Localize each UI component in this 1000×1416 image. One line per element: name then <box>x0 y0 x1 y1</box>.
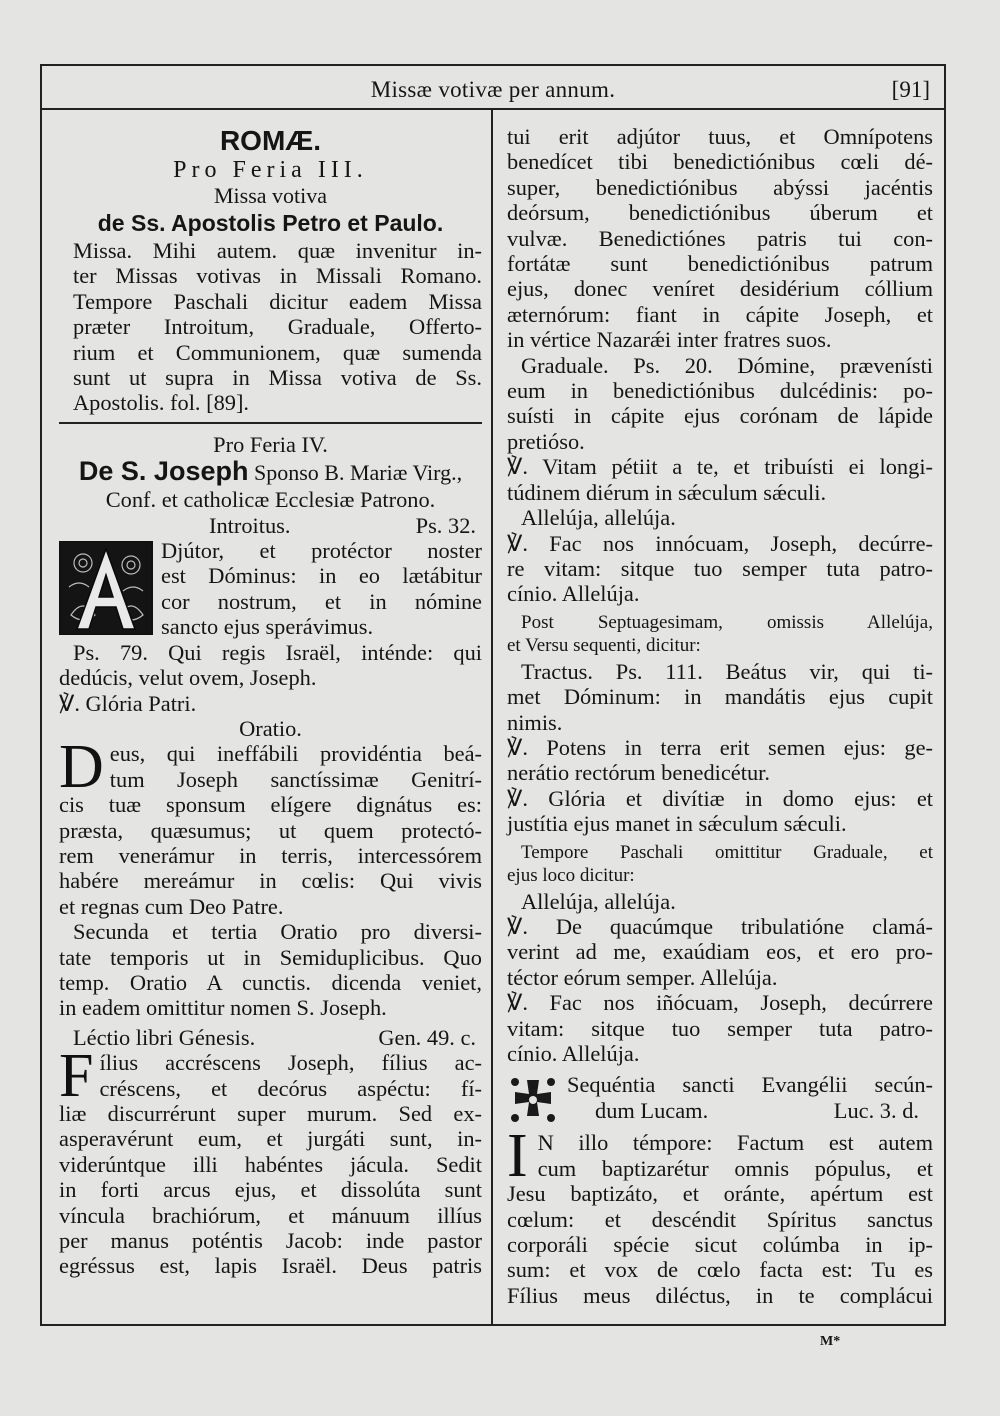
versicle-line: ℣. Fac nos innócuam, Joseph, decúrre- <box>507 530 933 556</box>
rubric-line: ter Missas votivas in Missali Romano. <box>73 263 482 289</box>
evangelium-line: Fílius meus diléctus, in te complácui <box>507 1282 933 1308</box>
introit-line: est Dóminus: in eo lætábitur <box>161 563 482 589</box>
lectio-line: super, benedictiónibus abýssi jacéntis <box>507 174 933 200</box>
rubric-line: Apostolis. fol. [89]. <box>73 390 250 416</box>
lectio-line: ejus, donec veníret desidérium cóllium <box>507 276 933 302</box>
pro-feria-iii-heading: Pro Feria III. <box>173 157 368 183</box>
evangelium-line: cum baptizarétur omnis pópulus, et <box>537 1155 933 1181</box>
oratio-line: rem venerámur in terris, intercessórem <box>59 842 482 868</box>
joseph-subtitle: Conf. et catholicæ Ecclesiæ Patrono. <box>105 487 436 513</box>
lectio-line: æternórum: fiant in cápite Joseph, et <box>507 301 933 327</box>
alleluia-line: Allelúja, allelúja. <box>521 505 676 531</box>
introit-block <box>59 538 482 640</box>
rubric-line: temp. Oratio A cunctis. dicenda veniet, <box>59 969 482 995</box>
running-title: Missæ votivæ per annum. <box>370 77 616 102</box>
evangelium-line: sum: et vox de cœlo facta est: Tu es <box>507 1257 933 1283</box>
graduale-line: eum in benedictiónibus dulcédinis: po- <box>507 378 933 404</box>
lectio-line: egréssus est, lapis Israël. Deus patris <box>59 1253 482 1279</box>
tractus-line: Tractus. Ps. 111. Beátus vir, qui ti- <box>521 658 933 684</box>
right-column <box>507 124 933 1308</box>
rubric-line: et Versu sequenti, dicitur: <box>507 634 701 656</box>
sequentia-ref: Luc. 3. d. <box>833 1097 919 1123</box>
rubric-missa-mihi-autem <box>59 238 482 416</box>
versicle-de-quacumque <box>507 914 933 990</box>
versicle-potens <box>507 735 933 786</box>
romae-heading: ROMÆ. <box>219 125 322 156</box>
psalm-79-line: dedúcis, velut ovem, Joseph. <box>59 665 317 691</box>
lectio-line: per manus poténtis Jacob: inde pastor <box>59 1228 482 1254</box>
page-number: [91] <box>891 77 930 102</box>
versicle-line: ℣. De quacúmque tribulatióne clamá- <box>507 913 933 939</box>
graduale-line: pretióso. <box>507 428 585 454</box>
versicle-line: ℣. Potens in terra erit semen ejus: ge- <box>507 734 933 760</box>
versicle-line: ℣. Glória et divítiæ in domo ejus: et <box>507 785 933 811</box>
versicle-line: ℣. Fac nos iñócuam, Joseph, decúrrere <box>507 990 933 1016</box>
lectio-line: vulvæ. Benedictiónes patris tui con- <box>507 225 933 251</box>
oratio-line: et regnas cum Deo Patre. <box>59 893 284 919</box>
rubric-line: Tempore Paschali omittitur Graduale, et <box>521 841 933 863</box>
joseph-title-rest: Sponso B. Mariæ Virg., <box>248 460 463 486</box>
versicle-fac-nos <box>507 531 933 607</box>
rubric-secunda-oratio <box>59 919 482 1021</box>
sequentia-line-2 <box>567 1098 933 1123</box>
oratio-line: tum Joseph sanctíssimæ Genitrí- <box>109 766 482 792</box>
apostolis-title: de Ss. Apostolis Petro et Paulo. <box>97 210 444 236</box>
versicle-line: ℣. Vitam pétiit a te, et tribuísti ei longi- <box>507 454 933 480</box>
versicle-line: verint ad me, exaúdiam eos, et ero pro- <box>507 939 933 965</box>
versicle-line: justítia ejus manet in sǽculum sǽculi. <box>507 811 847 837</box>
sequentia-heading <box>507 1072 933 1126</box>
introit-line: cor nostrum, et in nómine <box>161 588 482 614</box>
oratio-drop-cap: D <box>59 733 104 802</box>
rubric-line: tate temporis ut in Semiduplicibus. Quo <box>59 944 482 970</box>
lectio-block <box>59 1042 482 1279</box>
versicle-line: cínio. Allelúja. <box>507 581 640 607</box>
introit-line: Djútor, et protéctor noster <box>161 538 482 564</box>
running-header <box>42 66 944 110</box>
rubric-line: in eadem omittitur nomen S. Joseph. <box>59 995 387 1021</box>
alleluia-line: Allelúja, allelúja. <box>521 888 676 914</box>
evangelium-line: cœlum: et descéndit Spíritus sanctus <box>507 1206 933 1232</box>
rubric-line: præter Introitum, Graduale, Offerto- <box>73 314 482 340</box>
rubric-line: Secunda et tertia Oratio pro diversi- <box>73 919 482 945</box>
signature-mark: M* <box>820 1334 841 1349</box>
graduale-line: Graduale. Ps. 20. Dómine, prævenísti <box>521 352 933 378</box>
introitus-label: Introitus. <box>209 512 291 538</box>
lectio-line: viderúntque illi habéntes jácula. Sedit <box>59 1151 482 1177</box>
sequentia-gospel: dum Lucam. <box>595 1097 709 1123</box>
cross-ornament-icon <box>507 1074 559 1126</box>
left-column <box>59 124 482 1279</box>
lectio-line: tui erit adjútor tuus, et Omnípotens <box>507 124 933 149</box>
lectio-line: in vértice Nazarǽi inter fratres suos. <box>507 327 832 353</box>
sequentia-line: Sequéntia sancti Evangélii secún- <box>567 1072 933 1098</box>
lectio-line: créscens, et decórus aspéctu: fí- <box>99 1075 482 1101</box>
versicle-gloria-divitiae <box>507 786 933 837</box>
introit-line: sancto ejus sperávimus. <box>161 614 374 640</box>
versicle-fac-nos-2 <box>507 990 933 1066</box>
rubric-line: Post Septuagesimam, omissis Allelúja, <box>521 611 933 633</box>
oratio-line: habére mereámur in cœlis: Qui vivis <box>59 868 482 894</box>
graduale-block <box>507 353 933 455</box>
tractus-line: met Dóminum: in mandátis ejus cupit <box>507 684 933 710</box>
lectio-line: fortátæ sunt benedictiónibus patrum <box>507 251 933 277</box>
versicle-vitam <box>507 454 933 505</box>
ornate-initial-A-icon <box>59 541 153 635</box>
introitus-ref: Ps. 32. <box>415 512 476 538</box>
lectio-line: asperavérunt eum, et jurgáti sunt, in- <box>59 1126 482 1152</box>
rubric-post-septuagesimam <box>507 611 933 657</box>
graduale-line: suísti in cápite ejus corónam de lápide <box>507 403 933 429</box>
lectio-line: deórsum, benedictiónibus úberum et <box>507 200 933 226</box>
oratio-line: cis tuæ sponsum elígere dignátus es: <box>59 792 482 818</box>
oratio-label: Oratio. <box>239 715 302 741</box>
oratio-line: præsta, quæsumus; ut quem protectó- <box>59 817 482 843</box>
rubric-line: Missa. Mihi autem. quæ invenitur in- <box>73 238 482 263</box>
lectio-line: ílius accréscens Joseph, fílius ac- <box>99 1050 482 1076</box>
rubric-line: Tempore Paschali dicitur eadem Missa <box>73 288 482 314</box>
rubric-line: rium et Communionem, quæ sumenda <box>73 339 482 365</box>
oratio-block <box>59 733 482 919</box>
rubric-line: sunt ut supra in Missa votiva de Ss. <box>73 365 482 391</box>
lectio-line: víncula brachiórum, et mánuum illíus <box>59 1202 482 1228</box>
tractus-block <box>507 659 933 735</box>
section-divider <box>59 422 482 424</box>
tractus-line: nimis. <box>507 709 563 735</box>
versicle-line: túdinem diérum in sǽculum sǽculi. <box>507 479 827 505</box>
pro-feria-iv-heading: Pro Feria IV. <box>213 431 328 457</box>
versicle-line: vitam: sitque tuo semper tuta patro- <box>507 1015 933 1041</box>
lectio-continuation <box>507 124 933 353</box>
rubric-line: ejus loco dicitur: <box>507 864 635 886</box>
oratio-line: eus, qui ineffábili providéntia beá- <box>109 741 482 767</box>
missa-votiva-label: Missa votiva <box>213 183 328 208</box>
lectio-line: in forti arcus ejus, et dissolúta sunt <box>59 1177 482 1203</box>
lectio-label: Léctio libri Génesis. <box>73 1024 256 1050</box>
page-frame <box>40 64 946 1326</box>
joseph-title-main: De S. Joseph <box>78 456 249 487</box>
evangelium-line: corporáli spécie sicut colúmba in ip- <box>507 1232 933 1258</box>
versicle-line: re vitam: sitque tuo semper tuta patro- <box>507 555 933 581</box>
gloria-patri-versicle: ℣. Glória Patri. <box>59 690 197 716</box>
versicle-line: téctor eórum semper. Allelúja. <box>507 964 778 990</box>
lectio-drop-cap: F <box>59 1042 94 1111</box>
joseph-title <box>59 457 482 487</box>
introitus-heading <box>59 513 482 538</box>
evangelium-line: N illo témpore: Factum est autem <box>537 1130 933 1156</box>
versicle-line: cínio. Allelúja. <box>507 1041 640 1066</box>
lectio-ref: Gen. 49. c. <box>378 1024 476 1050</box>
column-divider <box>491 110 493 1324</box>
lectio-line: liæ discurrérunt super murum. Sed ex- <box>59 1101 482 1126</box>
evangelium-drop-cap: I <box>507 1122 528 1191</box>
rubric-tempore-paschali <box>507 841 933 887</box>
psalm-79-line: Ps. 79. Qui regis Israël, inténde: qui <box>73 639 482 665</box>
evangelium-block <box>507 1122 933 1308</box>
lectio-heading <box>59 1025 482 1050</box>
lectio-line: benedícet tibi benedictiónibus cœli dé- <box>507 149 933 175</box>
versicle-line: nerátio rectórum benedicétur. <box>507 760 770 786</box>
evangelium-line: Jesu baptizáto, et oránte, apértum est <box>507 1181 933 1207</box>
